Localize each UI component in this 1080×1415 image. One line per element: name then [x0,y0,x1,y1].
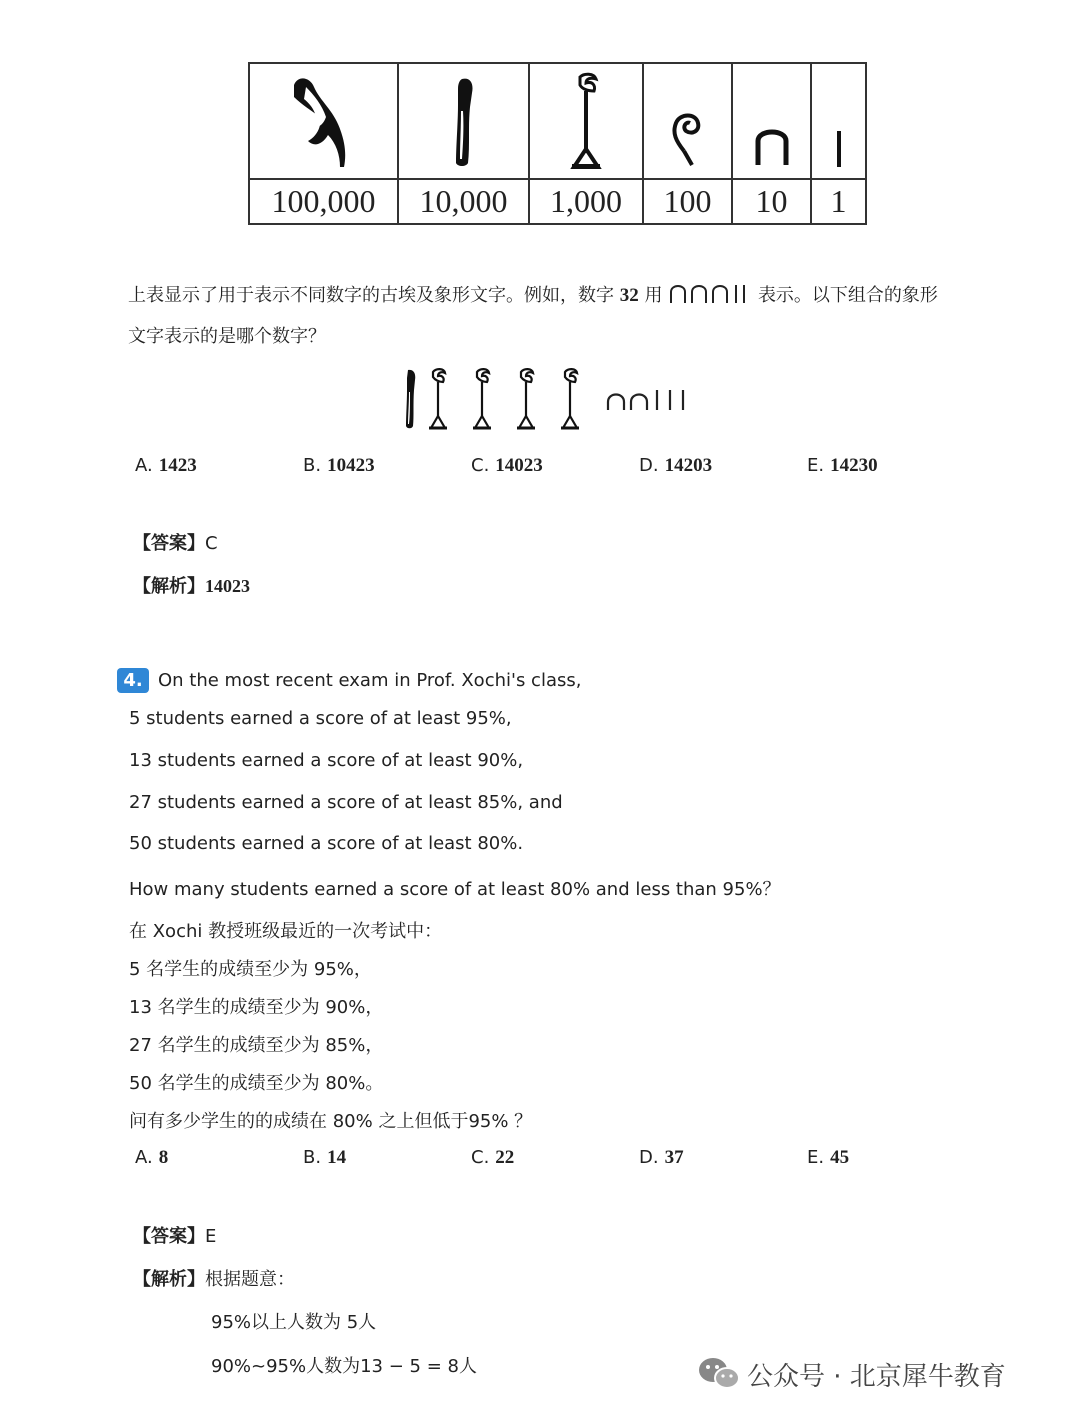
stroke-glyph-icon [829,71,849,171]
option-letter: B. [303,1147,322,1168]
q4-option-d [639,1147,684,1169]
q3-option-c [471,455,543,477]
option-letter: A. [135,1147,153,1168]
option-letter: D. [639,455,659,476]
q4-zh-line: 27 名学生的成绩至少为 85%， [129,1035,384,1056]
glyph-cell-10 [732,63,811,179]
q4-zh-line: 13 名学生的成绩至少为 90%， [129,997,384,1018]
option-value: 8 [158,1147,169,1168]
value-cell: 1 [811,179,866,224]
option-letter: B. [303,455,322,476]
q4-zh-line: 5 名学生的成绩至少为 95%， [129,959,372,980]
q4-analysis-line: 90%~95%人数为13 − 5 = 8人 [211,1356,477,1377]
coil-glyph-icon [668,71,708,171]
option-value: 14230 [830,455,878,476]
q4-answer [133,1222,216,1248]
analysis-value: 14023 [205,576,250,596]
analysis-value: 根据题意： [205,1269,295,1290]
option-value: 14203 [664,455,713,476]
glyph-cell-10000 [398,63,529,179]
option-letter: E. [807,455,825,476]
option-value: 1423 [158,455,197,476]
glyph-cell-100 [643,63,732,179]
glyph-cell-1000 [529,63,643,179]
option-value: 45 [830,1147,850,1168]
q3-option-d [639,455,712,477]
q4-en-line: How many students earned a score of at least 80% and less than 95%？ [129,879,781,900]
option-value: 22 [495,1147,515,1168]
q3-text-line1 [128,281,938,307]
option-letter: C. [471,455,490,476]
option-value: 37 [664,1147,684,1168]
analysis-label: 【解析】 [133,1269,205,1290]
wechat-icon [697,1355,741,1391]
hieroglyph-table [248,62,867,225]
option-value: 14 [327,1147,347,1168]
q3-analysis [133,572,250,598]
option-letter: A. [135,455,153,476]
option-letter: D. [639,1147,659,1168]
finger-glyph-icon [444,71,484,171]
q4-en-line: 27 students earned a score of at least 85%, and [129,792,563,813]
q4-analysis-line: 95%以上人数为 5人 [211,1312,377,1333]
glyph-cell-100000 [249,63,398,179]
glyph-combination-icon [398,366,698,432]
q4-option-a [135,1147,168,1169]
lotus-flower-glyph-icon [566,71,606,171]
q4-zh-line: 50 名学生的成绩至少为 80%。 [129,1073,384,1094]
option-value: 10423 [327,455,375,476]
heel-bone-glyph-icon [752,71,792,171]
q4-zh-line: 问有多少学生的的成绩在 80% 之上但低于95% ？ [129,1111,533,1132]
glyph-cell-1 [811,63,866,179]
option-letter: E. [807,1147,825,1168]
q4-en-line: On the most recent exam in Prof. Xochi's class, [158,670,582,691]
q3-text-part: 上表显示了用于表示不同数字的古埃及象形文字。例如，数字 [128,285,614,306]
lotus-glyph-icon [284,71,364,171]
option-letter: C. [471,1147,490,1168]
q3-text-part: 用 [644,285,663,306]
question-number-badge: 4. [117,668,149,693]
answer-label: 【答案】 [133,1226,205,1247]
example-glyphs-icon [668,282,752,304]
q4-zh-line: 在 Xochi 教授班级最近的一次考试中： [129,921,443,942]
value-cell: 10,000 [398,179,529,224]
q4-option-c [471,1147,514,1169]
q4-analysis [133,1265,295,1291]
q3-option-b [303,455,375,477]
watermark-text: 公众号 · 北京犀牛教育 [747,1362,1006,1392]
q4-en-line: 13 students earned a score of at least 90%, [129,750,524,771]
value-cell: 10 [732,179,811,224]
value-cell: 100,000 [249,179,398,224]
q4-en-line: 5 students earned a score of at least 95%, [129,708,512,729]
q3-text-line2: 文字表示的是哪个数字？ [128,326,326,347]
answer-label: 【答案】 [133,533,205,554]
q4-option-e [807,1147,849,1169]
value-cell: 1,000 [529,179,643,224]
answer-value: E [205,1226,217,1247]
option-value: 14023 [495,455,543,476]
q3-option-a [135,455,197,477]
value-cell: 100 [643,179,732,224]
q3-option-e [807,455,878,477]
q3-text-part: 表示。以下组合的象形 [757,285,938,306]
q3-example-number: 32 [619,285,639,306]
q3-answer [133,529,218,555]
q4-en-line: 50 students earned a score of at least 80%. [129,833,524,854]
answer-value: C [205,533,218,554]
q4-option-b [303,1147,346,1169]
analysis-label: 【解析】 [133,576,205,597]
